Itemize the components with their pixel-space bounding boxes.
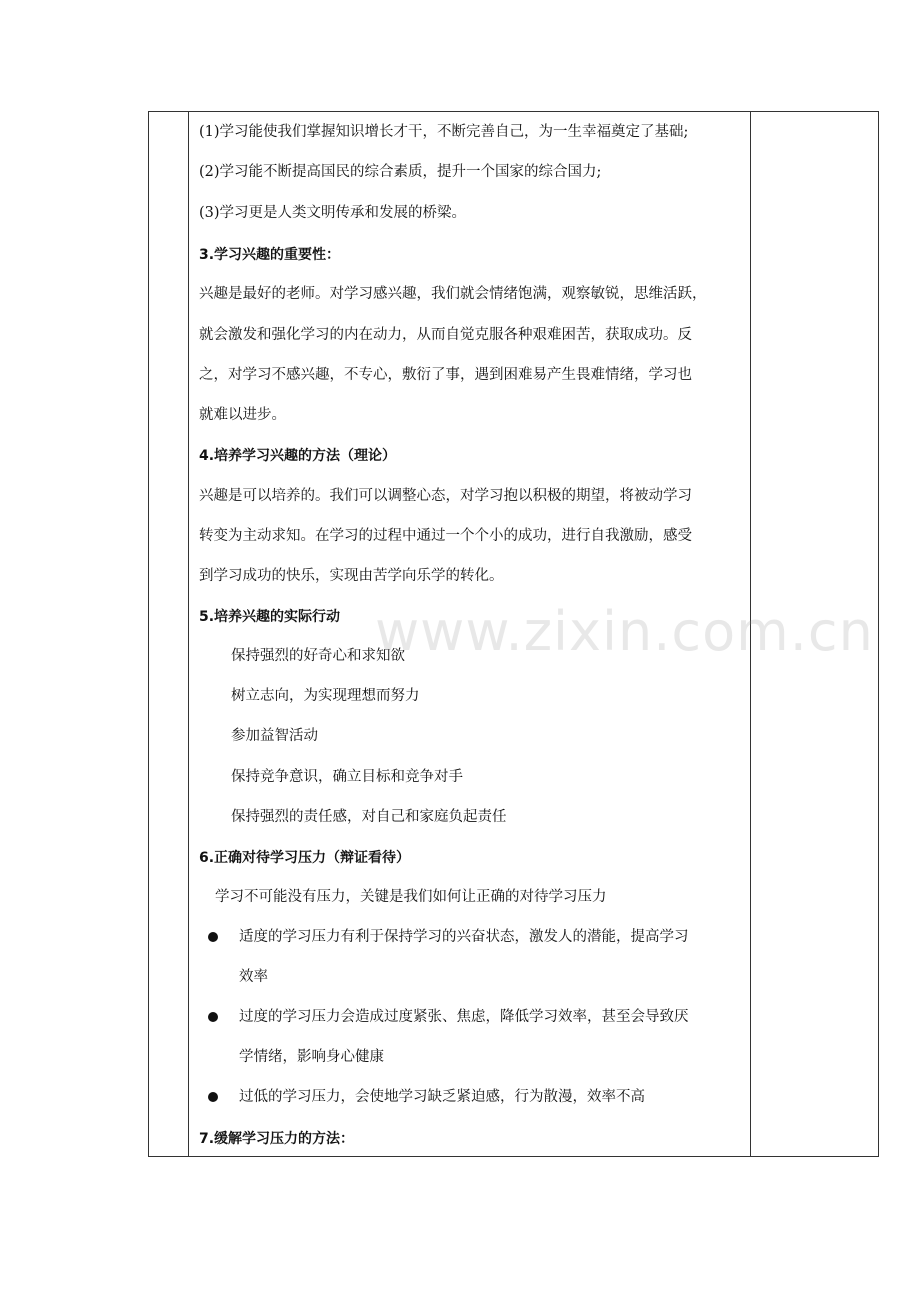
text-line: 学习不可能没有压力，关键是我们如何让正确的对待学习压力	[215, 889, 607, 905]
text-line: (1)学习能使我们掌握知识增长才干，不断完善自己，为一生幸福奠定了基础;	[199, 124, 689, 140]
list-item: 过度的学习压力会造成过度紧张、焦虑，降低学习效率，甚至会导致厌	[239, 1009, 689, 1025]
section-heading: 7.缓解学习压力的方法：	[199, 1131, 355, 1147]
section-heading: 3.学习兴趣的重要性：	[199, 247, 341, 263]
text-line: 保持强烈的好奇心和求知欲	[231, 648, 405, 664]
section-heading: 4.培养学习兴趣的方法（理论）	[199, 448, 397, 464]
text-line: 转变为主动求知。在学习的过程中通过一个个小的成功，进行自我激励，感受	[199, 528, 692, 544]
bullet-dot-icon	[208, 1012, 218, 1022]
text-line: 参加益智活动	[231, 728, 318, 744]
text-line: 树立志向，为实现理想而努力	[231, 688, 420, 704]
text-line: 学情绪，影响身心健康	[239, 1049, 384, 1065]
section-heading: 6.正确对待学习压力（辩证看待）	[199, 850, 411, 866]
list-item: 过低的学习压力，会使地学习缺乏紧迫感，行为散漫，效率不高	[239, 1089, 645, 1105]
text-line: 兴趣是可以培养的。我们可以调整心态，对学习抱以积极的期望，将被动学习	[199, 488, 692, 504]
text-line: 就难以进步。	[199, 407, 286, 423]
text-line: 保持强烈的责任感，对自己和家庭负起责任	[231, 809, 507, 825]
text-line: 兴趣是最好的老师。对学习感兴趣，我们就会情绪饱满，观察敏锐，思维活跃，	[199, 286, 707, 302]
bullet-dot-icon	[208, 1092, 218, 1102]
table-left-column	[149, 112, 189, 1156]
text-line: (3)学习更是人类文明传承和发展的桥梁。	[199, 205, 467, 221]
text-line: 就会激发和强化学习的内在动力，从而自觉克服各种艰难困苦，获取成功。反	[199, 327, 692, 343]
text-line: 之，对学习不感兴趣，不专心，敷衍了事，遇到困难易产生畏难情绪，学习也	[199, 367, 692, 383]
bullet-dot-icon	[208, 932, 218, 942]
section-heading: 5.培养兴趣的实际行动	[199, 609, 341, 625]
list-item: 适度的学习压力有利于保持学习的兴奋状态，激发人的潜能，提高学习	[239, 929, 689, 945]
text-line: 效率	[239, 969, 268, 985]
text-line: (2)学习能不断提高国民的综合素质，提升一个国家的综合国力;	[199, 164, 602, 180]
watermark: www.zixin.com.cn	[375, 600, 874, 663]
text-line: 到学习成功的快乐，实现由苦学向乐学的转化。	[199, 568, 504, 584]
text-line: 保持竞争意识，确立目标和竞争对手	[231, 769, 463, 785]
